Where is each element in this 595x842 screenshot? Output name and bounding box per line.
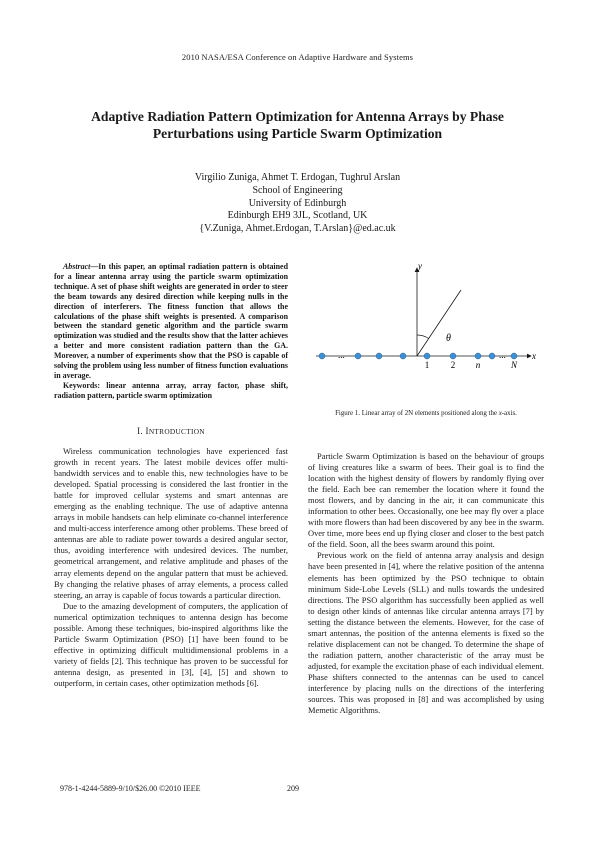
- y-axis-label: y: [418, 261, 422, 271]
- ellipsis-right: ...: [499, 350, 506, 360]
- array-element: [424, 353, 430, 359]
- abstract-label: Abstract: [63, 262, 91, 271]
- caption-suffix: -axis.: [501, 410, 517, 417]
- paragraph: Previous work on the field of antenna array analysis and design have been presented in [4], where the relative position of the antenna elements has been optimized by the PSO technique to obtain minimum Side-Lobe Levels (SLL) and nulls towards the undesired directions. The PSO algorithm has successfully been applied as well to design other kinds of antennas like circular antenna arrays [7] by setting the distance between the elements. However, for the case of smart antennas, the position of the antenna elements is fixed so the relative displacement can not be changed. To determine the shape of the radiation pattern, another characteristic of the array must be adjusted, for example the excitation phase of each individual element. Phase shifters connected to the antennas can be used to cancel interference by placing nulls on the directions of the interfering sources. This was proposed in [8] and was accomplished by using Memetic Algorithms.: [308, 550, 544, 716]
- array-element: [319, 353, 325, 359]
- paragraph: Wireless communication technologies have experienced fast growth in recent years. The latest mobile devices offer multi-bandwidth services and to enable this, new technologies have to be developed. Spatial processing is considered the last frontier in the battle for improved cellular systems and smart antennas are emerging as the enabling technique. The use of adaptive antenna arrays in mobile handsets can help eliminate co-channel interference and multi-access interference among other problems. These breed of antennas are able to radiate power towards a desired angular sector, thus, avoiding interference with undesired devices. The number, geometrical arrangement, and relative amplitude and phases of the array elements depend on the angular pattern that must be achieved. By changing the relative phases of array elements, a process called steering, an array is capable of focus towards a particular direction.: [54, 446, 288, 600]
- angle-label: θ: [446, 333, 451, 344]
- section-numeral: I.: [137, 426, 143, 436]
- element-label-n: n: [475, 360, 481, 370]
- affiliation-university: University of Edinburgh: [248, 197, 347, 209]
- caption-axis: x: [498, 410, 502, 417]
- paper-title: Adaptive Radiation Pattern Optimization for Antenna Arrays by Phase Perturbations using Particle Swarm Optimization: [91, 109, 504, 141]
- author-emails: {V.Zuniga, Ahmet.Erdogan, T.Arslan}@ed.ac.uk: [199, 223, 396, 235]
- keywords-label: Keywords: [63, 380, 98, 390]
- section-initial: I: [145, 426, 149, 436]
- array-element: [475, 353, 481, 359]
- author-block: [0, 172, 595, 236]
- array-element: [450, 353, 456, 359]
- caption-prefix: Figure 1. Linear array of 2N elements positioned along the: [335, 410, 499, 417]
- x-axis-label: x: [532, 351, 536, 361]
- abstract: [54, 262, 288, 401]
- paragraph: Particle Swarm Optimization is based on the behaviour of groups of living creatures like a swarm of bees. Their goal is to find the location with the highest density of flowers by randomly flying over the field. Each bee can remember the location where it found the most flowers, and by dancing in the air, it can communicate this information to other bees. Occasionally, one bee may fly over a place with more flowers than had been discovered by any bee in the swarm. Over time, more bees end up flying closer and closer to the best patch of the field. Soon, all the bees swarm around this point.: [308, 451, 544, 550]
- page-number: 209: [287, 784, 299, 793]
- section-heading-introduction: [54, 426, 288, 436]
- left-column-body: [54, 446, 288, 689]
- right-column-body: [308, 451, 544, 716]
- element-label-1: 1: [424, 360, 430, 370]
- figure-linear-array: [306, 256, 546, 396]
- angle-arc: [417, 335, 429, 339]
- array-element: [355, 353, 361, 359]
- ellipsis-left: ...: [338, 350, 345, 360]
- element-label-2: 2: [450, 360, 456, 370]
- array-element: [400, 353, 406, 359]
- affiliation-address: Edinburgh EH9 3JL, Scotland, UK: [227, 210, 368, 222]
- conference-header: 2010 NASA/ESA Conference on Adaptive Hardware and Systems: [181, 52, 414, 62]
- figure-caption: [306, 410, 546, 417]
- section-title-rest: NTRODUCTION: [148, 427, 205, 436]
- paragraph: Due to the amazing development of computers, the application of numerical optimization techniques to antenna design has become possible. Among these techniques, bio-inspired algorithms like the Particle Swarm Optimization (PSO) [1] have been found to be effective in optimizing difficult multidimensional problems in a variety of fields [2]. This technique has proven to be successful for antenna design, as presented in [3], [4], [5] and shown to outperform, in certain cases, other optimization methods [6].: [54, 600, 288, 688]
- keywords: [54, 381, 288, 401]
- direction-line: [417, 290, 461, 356]
- element-label-N: N: [510, 360, 518, 370]
- array-element: [376, 353, 382, 359]
- linear-array-diagram: [306, 256, 546, 396]
- author-names: Virgilio Zuniga, Ahmet T. Erdogan, Tughrul Arslan: [194, 172, 401, 183]
- array-element: [511, 353, 517, 359]
- keywords-list: : linear antenna array, array factor, phase shift, radiation pattern, particle swarm optimization: [54, 380, 288, 400]
- array-element: [489, 353, 495, 359]
- affiliation-school: School of Engineering: [252, 184, 343, 196]
- footer-isbn: 978-1-4244-5889-9/10/$26.00 ©2010 IEEE: [60, 784, 201, 793]
- abstract-body: —In this paper, an optimal radiation pattern is obtained for a linear antenna array using the particle swarm optimization technique. A set of phase shift weights are generated in order to steer the beam towards any desired direction while keeping nulls in the direction of interferers. The fitness function that allows the calculations of the phase shift weights is presented. A comparison between the standard genetic algorithm and the particle swarm optimization was studied and the results show that the latter achieves a better and more consistent radiation pattern than the GA. Moreover, a number of experiments show that the PSO is capable of solving the problem using less number of fitness function evaluations in average.: [54, 262, 288, 380]
- abstract-text: [54, 262, 288, 381]
